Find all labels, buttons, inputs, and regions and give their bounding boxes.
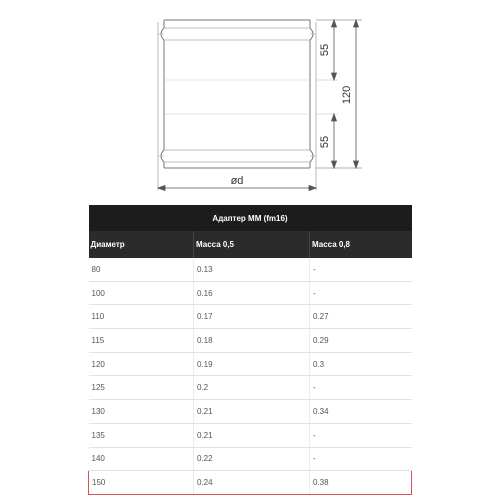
dimension-label-lower: 55: [319, 135, 331, 149]
spec-table-container: [88, 205, 411, 495]
cell-diameter: 135: [89, 423, 194, 447]
adapter-drawing-svg: [0, 0, 500, 205]
cell-mass-05: 0.2: [194, 376, 310, 400]
cell-mass-05: 0.24: [194, 471, 310, 495]
cell-diameter: 100: [89, 281, 194, 305]
cell-mass-05: 0.17: [194, 305, 310, 329]
cell-mass-08: 0.29: [310, 329, 412, 353]
table-row: [89, 329, 412, 353]
table-row: [89, 376, 412, 400]
table-title-row: [89, 205, 412, 231]
dimension-label-total: 120: [341, 85, 353, 105]
dimension-label-upper: 55: [319, 43, 331, 57]
table-row: [89, 471, 412, 495]
cell-mass-08: 0.3: [310, 352, 412, 376]
cell-diameter: 110: [89, 305, 194, 329]
cell-diameter: 80: [89, 258, 194, 281]
cell-mass-05: 0.22: [194, 447, 310, 471]
cell-diameter: 130: [89, 400, 194, 424]
table-row: [89, 281, 412, 305]
cell-diameter: 115: [89, 329, 194, 353]
table-row: [89, 400, 412, 424]
table-row: [89, 423, 412, 447]
table-row: [89, 352, 412, 376]
adapter-body: [158, 20, 316, 168]
cell-mass-08: 0.38: [310, 471, 412, 495]
cell-mass-05: 0.19: [194, 352, 310, 376]
table-title: Адаптер ММ (fm16): [89, 205, 412, 231]
cell-mass-05: 0.21: [194, 400, 310, 424]
spec-table: [88, 205, 412, 495]
cell-mass-05: 0.13: [194, 258, 310, 281]
cell-mass-08: 0.27: [310, 305, 412, 329]
column-header-mass-08: Масса 0,8: [310, 231, 412, 258]
table-body: [89, 258, 412, 494]
cell-mass-08: -: [310, 447, 412, 471]
cell-diameter: 140: [89, 447, 194, 471]
cell-mass-08: -: [310, 258, 412, 281]
table-row: [89, 447, 412, 471]
cell-mass-05: 0.18: [194, 329, 310, 353]
cell-mass-08: -: [310, 376, 412, 400]
cell-mass-05: 0.21: [194, 423, 310, 447]
cell-mass-08: 0.34: [310, 400, 412, 424]
cell-mass-08: -: [310, 281, 412, 305]
table-row: [89, 305, 412, 329]
cell-diameter: 150: [89, 471, 194, 495]
dimension-label-diameter: ød: [230, 175, 244, 187]
technical-drawing: [0, 0, 500, 205]
cell-diameter: 120: [89, 352, 194, 376]
cell-diameter: 125: [89, 376, 194, 400]
column-header-mass-05: Масса 0,5: [194, 231, 310, 258]
cell-mass-08: -: [310, 423, 412, 447]
cell-mass-05: 0.16: [194, 281, 310, 305]
table-header-row: [89, 231, 412, 258]
column-header-diameter: Диаметр: [89, 231, 194, 258]
table-row: [89, 258, 412, 281]
